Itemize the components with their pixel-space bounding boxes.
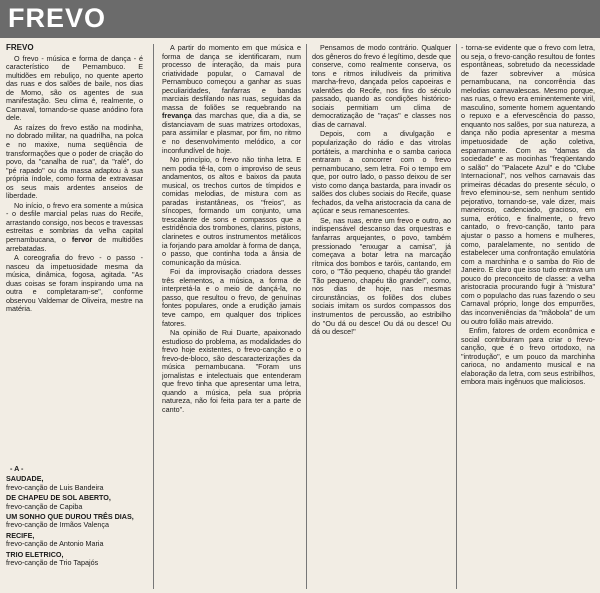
paragraph: Depois, com a divulgação e popularização do rádio e das vitrolas portáteis, a marchinha e o samba carioca entraram a concorrer com o frevo pernambucano, sem letra. Foi o tempo em que, por outro lado, o passo deixou de ser visto como dança bastarda, para invadir os salões dos clubes sociais do Recife, quase fechados, da velha aristocracia da cana de açúcar e seus remanescentes. (312, 129, 451, 216)
section-heading: FREVO (6, 43, 34, 52)
paragraph: As raízes do frevo estão na modinha, no dobrado militar, na quadrilha, na polca e no maxixe, numa seqüência de transformações que o poder de criação do povo, da "canalha de rua", da "ralé", do "pé rapado" ou da massa adaptou à sua própria índole, como forma de extravasar os seus mais ardentes anseios de liberdade. (6, 122, 143, 201)
track-item (6, 532, 144, 549)
bold-word: frevança (162, 111, 192, 121)
text-run: das marchas que, dia a dia, se distanciavam de suas matrizes ortodoxas, para assimilar e plasmar, por fim, no ritmo e no desenvolvimento melódico, a cor inconfundível de hoje. (162, 111, 301, 155)
page-title: FREVO (8, 3, 107, 33)
column-divider (306, 44, 307, 589)
track-title: TRIO ELETRICO, (6, 549, 64, 559)
paragraph: - torna-se evidente que o frevo com letra, ou seja, o frevo-canção resultou de fontes espontâneas, sobretudo da necessidade de fazer sobreviver a música pernambucana, na concorrência das melodias carnavalescas. Mesmo porque, nas ruas, o frevo era eminentemente viril, masculino, somente homem aguentando o repuxo e a efervescência do passo, enquanto nos salões, por sua natureza, a dança não podia apresentar a mesma impetuosidade de ação coletiva, esparramante. Com as "damas da sociedade" e as mocinhas "freqüentando o salão" do "Palacete Azul" e do "Clube Internacional", nos velhos carnavais das primeiras décadas do presente século, o frevo efeminou-se, sem nenhum sentido pejorativo, tornando-se, vale dizer, mais maneiroso, cadenciado, gracioso, em suma, erótico, e finalmente, o frevo cantado, o frevo-canção, tanto para ajustar o passo a homens e mulheres, como, paralelamente, no sentido de estabelecer uma confrontação emulatória com a marchinha e o samba do Rio de Janeiro. E claro que isso tudo entrava um pouco do preconceito de classe: a velha aristocracia procurando fugir à "mistura" com o populacho das ruas fazendo o seu Carnaval próprio, longe dos empurrões, das inconveniências da "mãobola" de um ou outro folião mais atrevido. (461, 43, 595, 326)
paragraph: A coreografia do frevo - o passo - nasceu da impetuosidade mesma da música, dinâmica, fogosa, agitada. "As duas coisas se foram inspirando uma na outra e completaram-se", conforme observou Valdemar de Oliveira, mestre na matéria. (6, 253, 143, 314)
track-item (6, 551, 144, 568)
paragraph (6, 202, 143, 253)
paragraph: Foi da improvisação criadora desses três elementos, a música, a forma de interpretá-la e o meio de dançá-la, no passo, que resultou o frevo, de genuínas fontes populares, onde a erudição jamais teve campo, em qualquer dos triplices fatores. (162, 267, 301, 328)
track-artist: frevo-canção de Irmãos Valença (6, 520, 109, 530)
column-divider (456, 44, 457, 589)
paragraph (162, 44, 301, 155)
track-artist: frevo-canção de Antonio Maria (6, 539, 104, 549)
column-4 (461, 44, 595, 388)
text-run: A partir do momento em que música e forma de dança se identificaram, num processo de interação, da mais pura criatividade popular, o Carnaval de Pernambuco começou a ganhar as suas peculiaridades, fanfarras e bandas marciais desfilando nas ruas, seguidas da massa de foliões se requebrando na (162, 43, 301, 112)
track-artist: frevo-canção de Luis Bandeira (6, 482, 104, 492)
text-run: de multidões arrebatadas. (6, 235, 143, 253)
track-title: DE CHAPEU DE SOL ABERTO, (6, 493, 111, 503)
track-item (6, 475, 144, 492)
column-3 (312, 44, 451, 338)
text-run: No início, o frevo era somente a música - o desfile marcial pelas ruas do Recife, arrastando consigo, nos becos e travessas estreitas e sombrias da velha capital pernambucana, o (6, 200, 143, 245)
track-title: UM SONHO QUE DUROU TRÊS DIAS, (6, 512, 134, 522)
paragraph: Se, nas ruas, entre um frevo e outro, ao indispensável descanso das orquestras e fanfarras arquejantes, o povo, também pressionado "enxugar a camisa", já começava a botar letra na marcação rítmica dos bombos e taróis, cantando, em coro, o "Tão pequeno, chapéu tão grande! Tão pequeno, chapéu tão grande!", como, nos dias de hoje, nas mesmas circunstâncias, os foliões dos clubes sociais imitam os surdos compassos dos instrumentos de percussão, ao estribilho do "Ou dá ou desce! Ou dá ou desce! Ou dá ou desce!" (312, 215, 451, 337)
track-artist: frevo-canção de Capiba (6, 501, 83, 511)
column-1 (6, 44, 143, 315)
track-title: SAUDADE, (6, 474, 44, 484)
bold-word: fervor (71, 235, 93, 245)
page-header (0, 0, 600, 38)
side-label: - A - (10, 464, 24, 473)
track-item (6, 494, 144, 511)
paragraph: O frevo - música e forma de dança - é característico de Pernambuco. E multidões em rebuliço, no quente aperto das ruas e dos salões de baile, nos dias de Momo, são os agentes de sua manifestação. Seu clima é, realmente, o Carnaval, tornando-se quase anódino fora dele. (6, 53, 143, 123)
column-2 (162, 44, 301, 416)
paragraph: Enfim, fatores de ordem econômica e social contribuiram para criar o frevo-canção, que é o frevo ortodoxo, na "introdução", e um pouco da marchinha carioca, no andamento musical e na elaboração da letra, com seus estribilhos, embora mais ingênuos que maliciosos. (461, 326, 595, 387)
paragraph: Na opinião de Rui Duarte, apaixonado estudioso do problema, as modalidades do frevo hoje existentes, o frevo-canção e o frevo-de-bloco, são descaracterizações da música pernambucana. "Foram uns jornalistas e intelectuais que entenderam que frevo tinha que apresentar uma letra, quando a música, pela sua própria natureza, não foi feita para ter a parte de canto". (162, 328, 301, 414)
paragraph: No princípio, o frevo não tinha letra. E nem podia tê-la, com o improviso de seus andamentos, os altos e baixos da pauta musical, os trechos curtos de tímpidos e comidas melodias, de mistura com as paradas instantâneas, os "freios", as síncopes, formando um conjunto, uma trescalante de sons e compassos que a estridência dos trombones, clarins, pistons, clarinetes e outros instrumentos metálicos ia forjando para amoldar à forma de dança, o passo, que continha toda a ânsia de comunicação da música. (162, 155, 301, 267)
tracklist (6, 465, 144, 569)
paragraph: Pensamos de modo contrário. Qualquer dos gêneros do frevo é legítimo, desde que conserve, como realmente conserva, os tons e ritmos iniludíveis da primitiva marcha-frevo, dançada pelos capoeiras e valentões do Recife, nos fins do século passado, quando as condições histórico-sociais permitiam um clima de democratização de "raças" e classes nos dias de carnaval. (312, 43, 451, 129)
column-divider (153, 44, 154, 589)
track-title: RECIFE, (6, 530, 35, 540)
track-item (6, 513, 144, 530)
track-artist: frevo-canção de Trio Tapajós (6, 558, 99, 568)
